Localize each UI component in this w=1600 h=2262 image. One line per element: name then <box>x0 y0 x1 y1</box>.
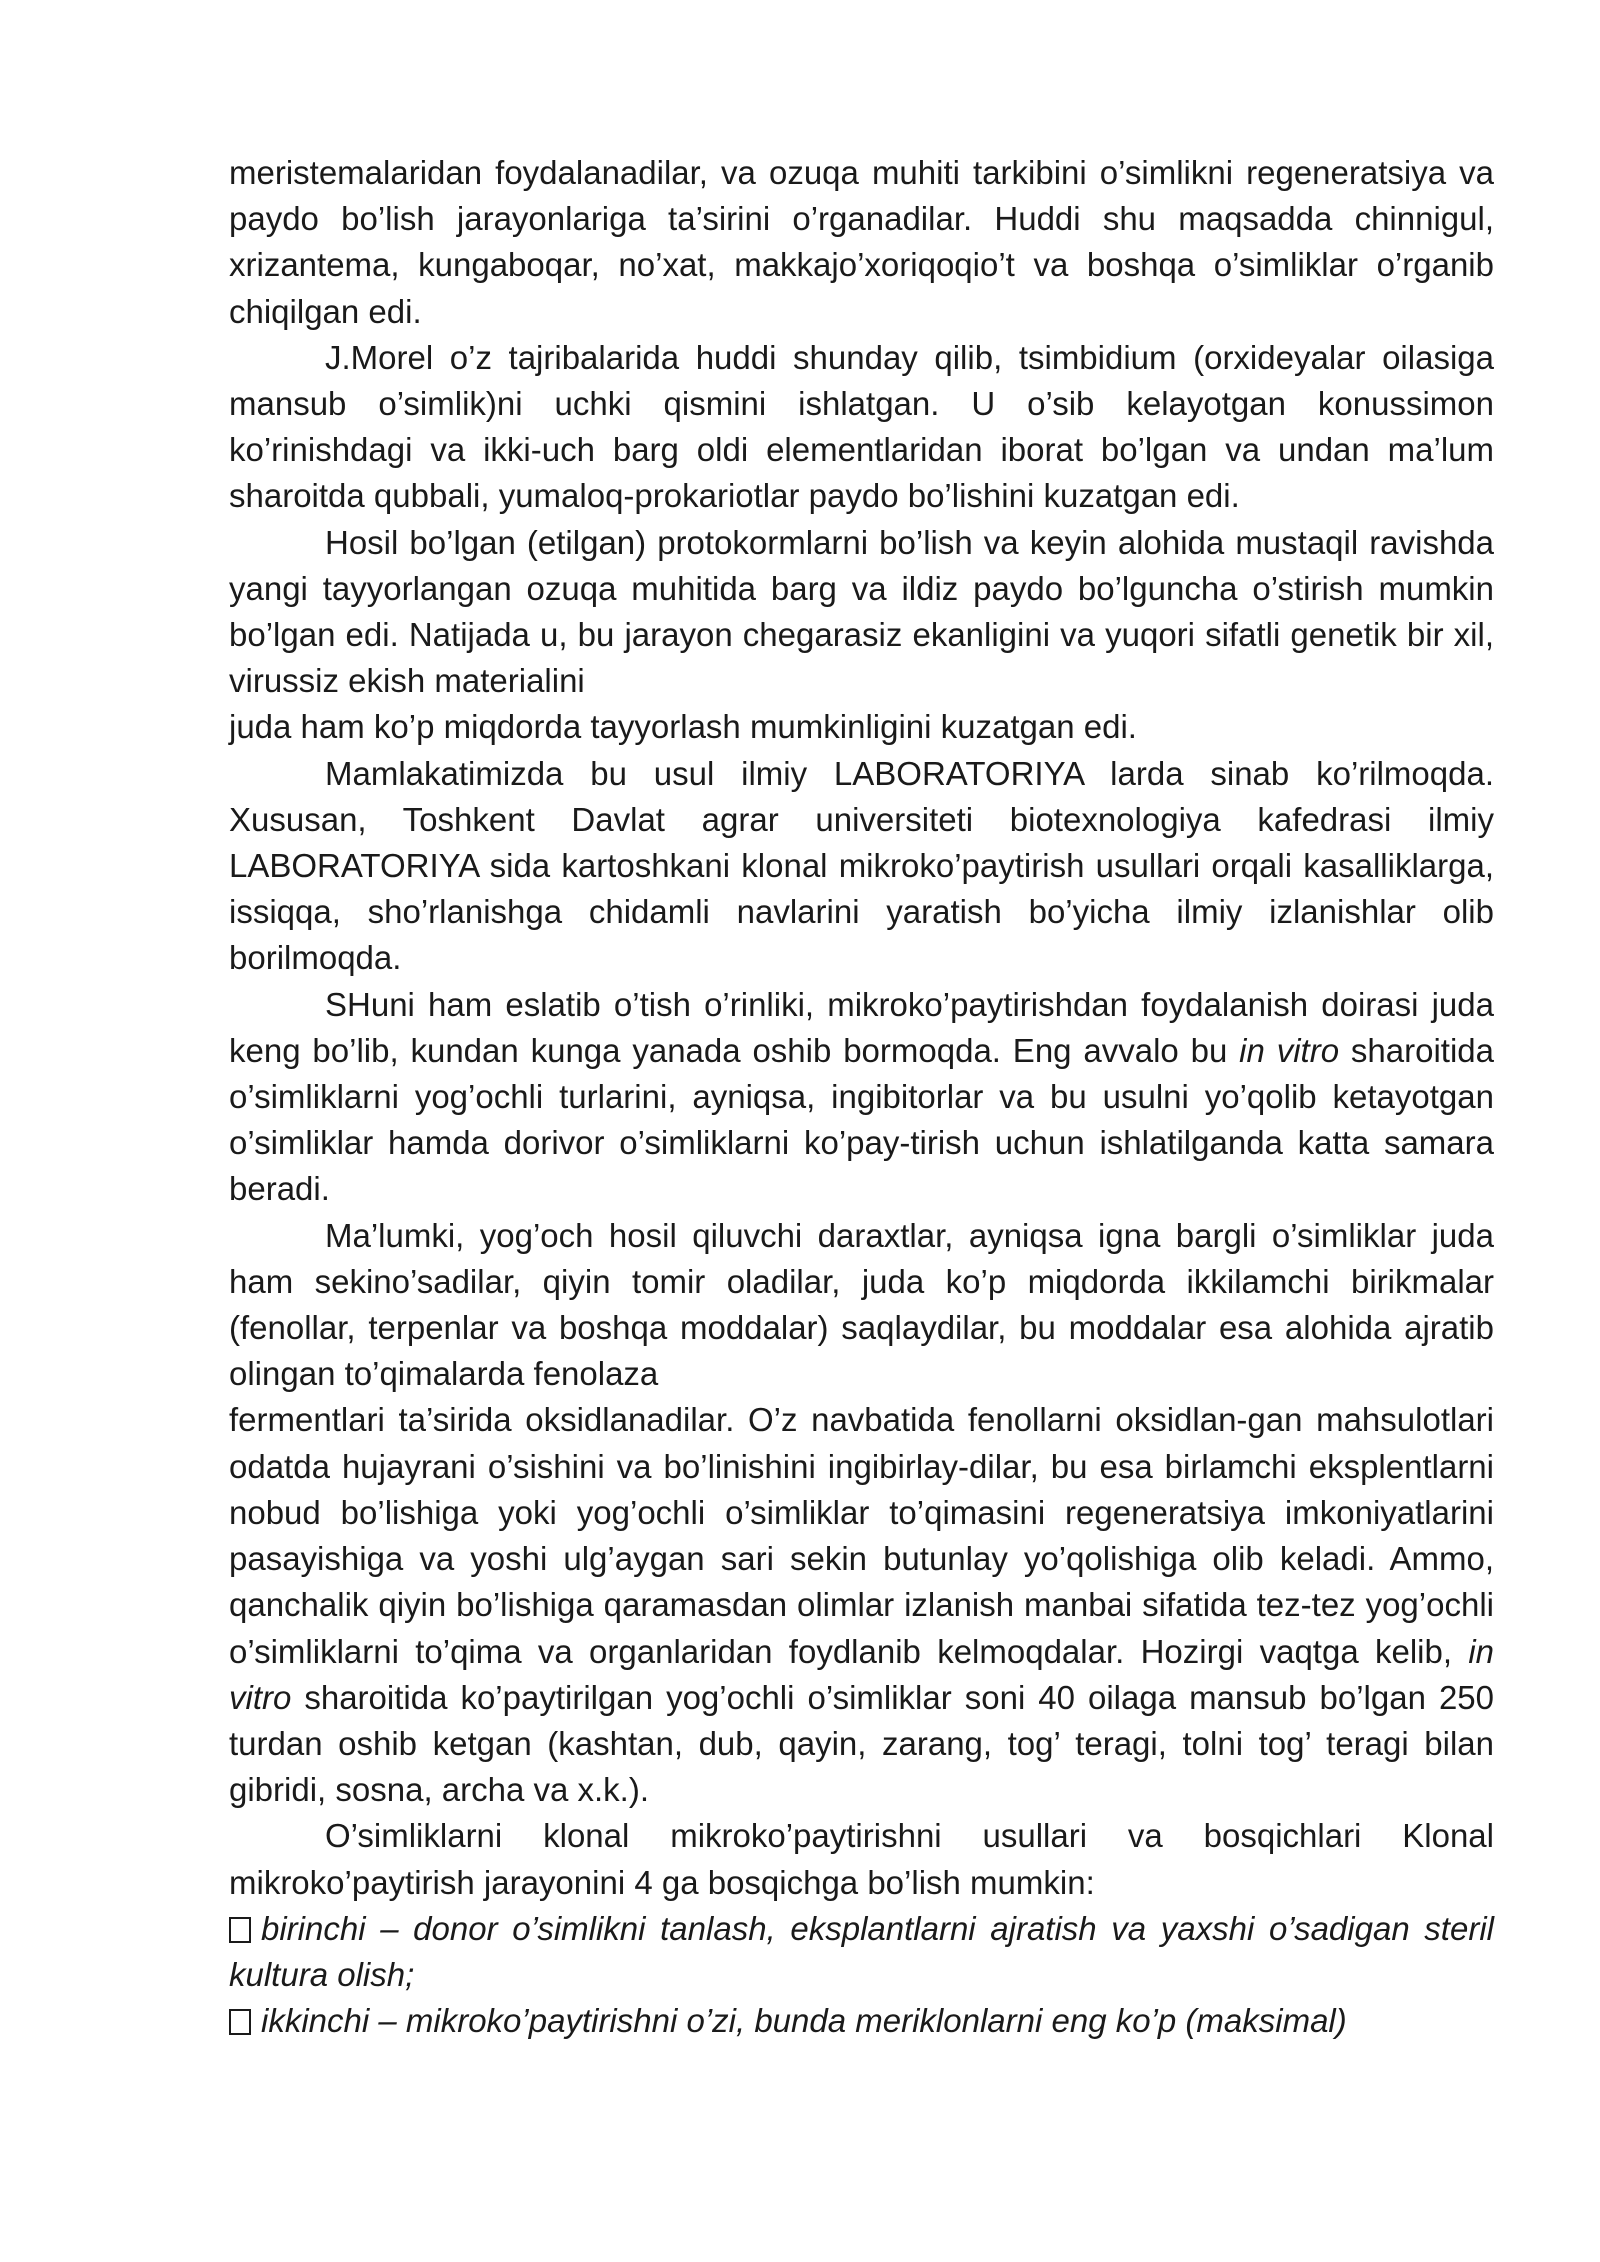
bullet-item-1-text: birinchi – donor o’simlikni tanlash, eksplantlarni ajratish va yaxshi o’sadigan steril kultura olish; <box>229 1909 1494 1993</box>
paragraph-6b-italic: in vitro <box>229 1632 1494 1716</box>
missing-glyph-icon <box>229 2009 251 2035</box>
paragraph-3b: juda ham ko’p miqdorda tayyorlash mumkinligini kuzatgan edi. <box>229 708 1137 746</box>
paragraph-5-text-2: sharoitida o’simliklarni yog’ochli turlarini, ayniqsa, ingibitorlar va bu usulni yo’qolib ketayotgan o’simliklar hamda dorivor o’simliklarni ko’pay-tirish uchun ishlatilganda katta samara beradi. <box>229 1031 1494 1208</box>
document-page <box>229 150 1494 2044</box>
missing-glyph-icon <box>229 1917 251 1943</box>
paragraph-1: meristemalaridan foydalanadilar, va ozuqa muhiti tarkibini o’simlikni regeneratsiya va paydo bo’lish jarayonlariga ta’sirini o’rganadilar. Huddi shu maqsadda chinnigul, xrizantema, kungaboqar, no’xat, makkajo’xoriqoqio’t va boshqa o’simliklar o’rganib chiqilgan edi. <box>229 154 1494 330</box>
bullet-item-2 <box>229 1998 1494 2044</box>
paragraph-6b-text-2: sharoitida ko’paytirilgan yog’ochli o’simliklar soni 40 oilaga mansub bo’lgan 250 turdan oshib ketgan (kashtan, dub, qayin, zarang, tog’ teragi, tolni tog’ teragi bilan gibridi, sosna, archa va x.k.). <box>229 1678 1494 1809</box>
paragraph-3a: Hosil bo’lgan (etilgan) protokormlarni bo’lish va keyin alohida mustaqil ravishda yangi tayyorlangan ozuqa muhitida barg va ildiz paydo bo’lguncha o’stirish mumkin bo’lgan edi. Natijada u, bu jarayon chegarasiz ekanligini va yuqori sifatli genetik bir xil, virussiz ekish materialini <box>229 523 1494 700</box>
paragraph-4: Mamlakatimizda bu usul ilmiy LABORATORIYA larda sinab ko’rilmoqda. Xususan, Toshkent Davlat agrar universiteti biotexnologiya kafedrasi ilmiy LABORATORIYA sida kartoshkani klonal mikroko’paytirish usullari orqali kasalliklarga, issiqqa, sho’rlanishga chidamli navlarini yaratish bo’yicha ilmiy izlanishlar olib borilmoqda. <box>229 754 1494 977</box>
paragraph-5 <box>229 982 1494 1213</box>
paragraph-6b-text-1: fermentlari ta’sirida oksidlanadilar. O’z navbatida fenollarni oksidlan-gan mahsulotlari odatda hujayrani o’sishini va bo’linishini ingibirlay-dilar, bu esa birlamchi eksplentlarni nobud bo’lishiga yoki yog’ochli o’simliklar to’qimasini regeneratsiya imkoniyatlarini pasayishiga va yoshi ulg’aygan sari sekin butunlay yo’qolishiga olib keladi. Ammo, qanchalik qiyin bo’lishiga qaramasdan olimlar izlanish manbai sifatida tez-tez yog’ochli o’simliklarni to’qima va organlaridan foydlanib kelmoqdalar. Hozirgi vaqtga kelib, <box>229 1401 1494 1670</box>
paragraph-2: J.Morel o’z tajribalarida huddi shunday qilib, tsimbidium (orxideyalar oilasiga mansub o’simlik)ni uchki qismini ishlatgan. U o’sib kelayotgan konussimon ko’rinishdagi va ikki-uch barg oldi elementlaridan iborat bo’lgan va undan ma’lum sharoitda qubbali, yumaloq-prokariotlar paydo bo’lishini kuzatgan edi. <box>229 338 1494 515</box>
bullet-item-1 <box>229 1906 1494 1998</box>
paragraph-7: O’simliklarni klonal mikroko’paytirishni usullari va bosqichlari Klonal mikroko’paytirish jarayonini 4 ga bosqichga bo’lish mumkin: <box>229 1817 1494 1901</box>
paragraph-5-italic: in vitro <box>1239 1031 1340 1069</box>
paragraph-6b <box>229 1397 1494 1813</box>
bullet-item-2-text: ikkinchi – mikroko’paytirishni o’zi, bunda meriklonlarni eng ko’p (maksimal) <box>261 2002 1347 2040</box>
paragraph-5-text-1: SHuni ham eslatib o’tish o’rinliki, mikroko’paytirishdan foydalanish doirasi juda keng bo’lib, kundan kunga yanada oshib bormoqda. Eng avvalo bu <box>229 985 1494 1069</box>
paragraph-6a: Ma’lumki, yog’och hosil qiluvchi daraxtlar, ayniqsa igna bargli o’simliklar juda ham sekino’sadilar, qiyin tomir oladilar, juda ko’p miqdorda ikkilamchi birikmalar (fenollar, terpenlar va boshqa moddalar) saqlaydilar, bu moddalar esa alohida ajratib olingan to’qimalarda fenolaza <box>229 1216 1494 1393</box>
